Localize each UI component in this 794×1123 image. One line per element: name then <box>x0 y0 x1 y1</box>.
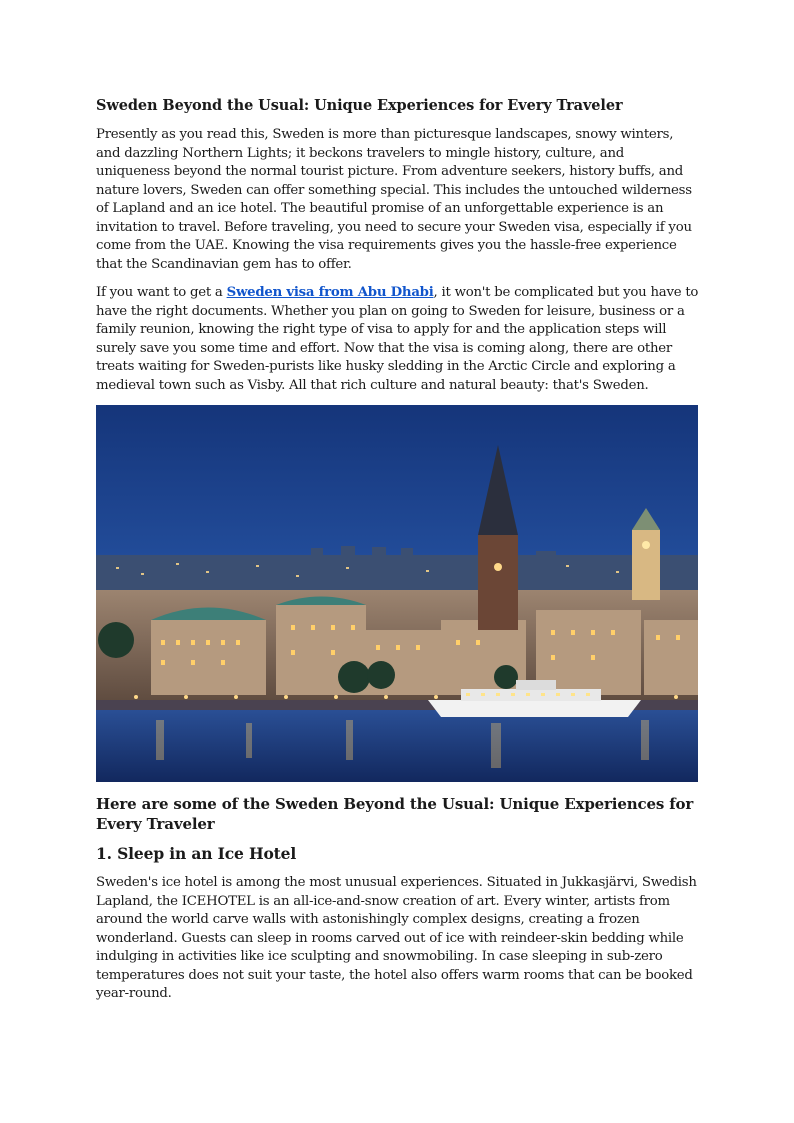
visa-paragraph-lead: If you want to get a <box>96 285 227 300</box>
item-heading: 1. Sleep in an Ice Hotel <box>96 844 297 863</box>
intro-paragraph: Presently as you read this, Sweden is more than picturesque landscapes, snowy winters, and dazzling Northern Lights; it beckons travelers to mingle history, culture, and uniqueness beyond the normal tourist picture. From adventure seekers, history buffs, and nature lovers, Sweden can offer something special. This includes the untouched wilderness of Lapland and an ice hotel. The beautiful promise of an unforgettable experience is an invitation to travel. Before traveling, you need to secure your Sweden visa, especially if you come from the UAE. Knowing the visa requirements gives you the hassle-free experience that the Scandinavian gem has to offer. <box>96 127 692 272</box>
article-title: Sweden Beyond the Usual: Unique Experiences for Every Traveler <box>96 97 623 114</box>
visa-paragraph <box>96 284 699 395</box>
section-heading: Here are some of the Sweden Beyond the Usual: Unique Experiences for Every Traveler <box>96 795 694 833</box>
sweden-visa-link[interactable]: Sweden visa from Abu Dhabi <box>226 285 434 300</box>
item-paragraph: Sweden's ice hotel is among the most unusual experiences. Situated in Jukkasjärvi, Swedish Lapland, the ICEHOTEL is an all-ice-and-snow creation of art. Every winter, artists from around the world carve walls with astonishingly complex designs, creating a frozen wonderland. Guests can sleep in rooms carved out of ice with reindeer-skin bedding while indulging in activities like ice sculpting and snowmobiling. In case sleeping in sub-zero temperatures does not suit your taste, the hotel also offers warm rooms that can be booked year-round. <box>96 875 697 1001</box>
visa-paragraph-rest: , it won't be complicated but you have to have the right documents. Whether you plan on going to Sweden for leisure, business or a family reunion, knowing the right type of visa to apply for and the application steps will surely save you some time and effort. Now that the visa is coming along, there are other treats waiting for Sweden-purists like husky sledding in the Arctic Circle and exploring a medieval town such as Visby. All that rich culture and natural beauty: that's Sweden. <box>96 285 699 393</box>
document-page <box>96 96 699 1014</box>
stockholm-photo <box>96 405 698 782</box>
